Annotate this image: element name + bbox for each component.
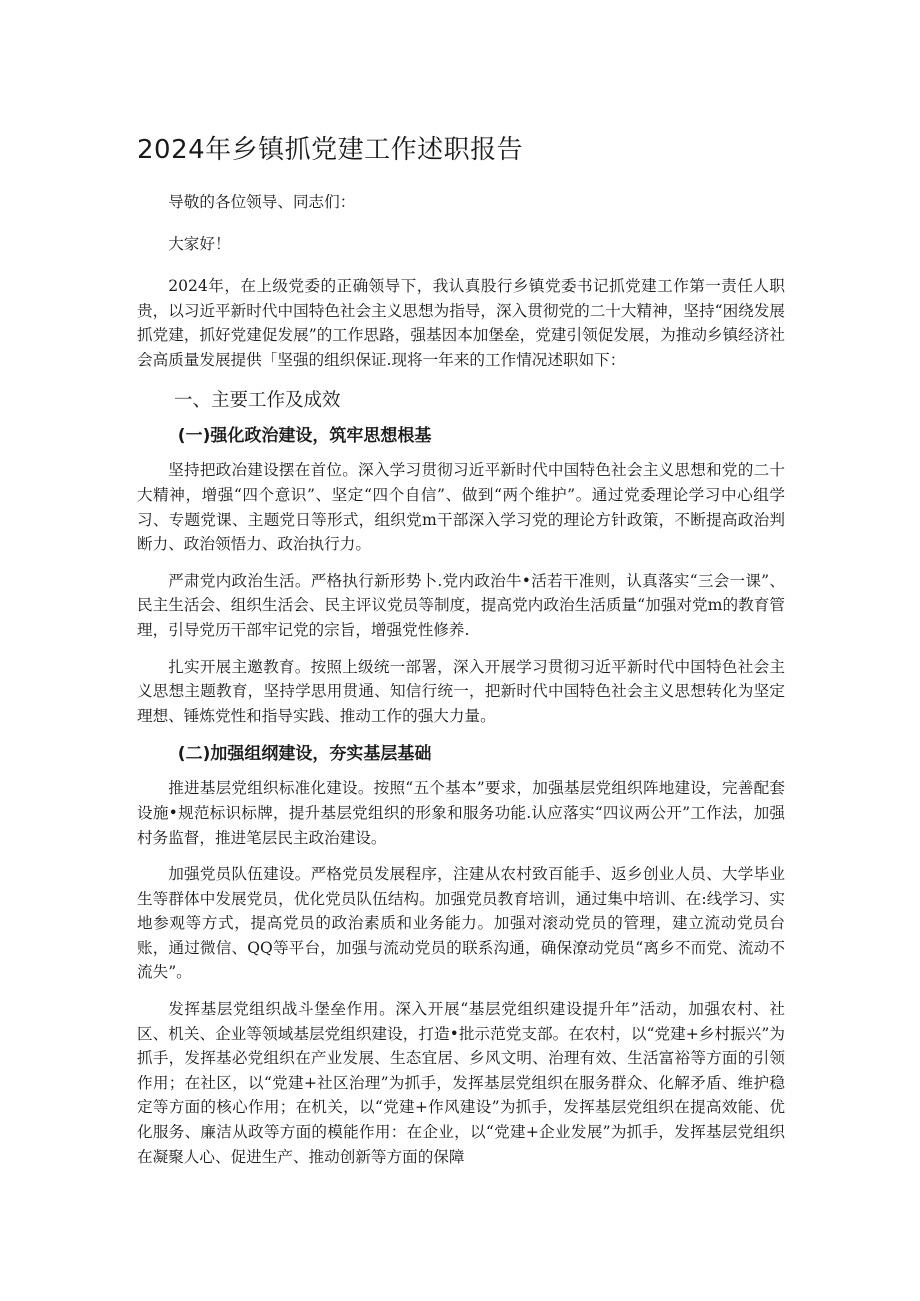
document-page: [137, 128, 785, 1181]
greeting: 大家好！: [168, 235, 231, 253]
paragraph: 加强党员队伍建设。严格党员发展程序，注建从农村致百能手、返乡创业人员、大学毕业生等群体中发展党员，优化党员队伍结构。加强党员教育培训，通过集中培训、在:线学习、实地参观等方式，提高党员的政治素质和业务能力。加强对滚动党员的管理，建立流动党员台账，通过微信、QQ等平台，加强与流动党员的联系沟通，确保潦动党员“离乡不而党、流动不流失”。: [137, 865, 785, 982]
salutation: 导敬的各位领导、同志们：: [168, 193, 356, 211]
subsection-heading-organization: (二)加强组纲建设，夯实基层基础: [177, 744, 432, 765]
paragraph: 扎实开展主邀教育。按照上级统一部署，深入开展学习贯彻习近平新时代中国特色社会主义思想主题教育，坚持学思用贯通、知信行统一，把新时代中国特色社会主义思想转化为坚定理想、锤炼党性和指导实践、推动工作的强大力量。: [137, 657, 785, 725]
paragraph: 坚持把政冶建设摆在首位。深入学习贯彻习近平新时代中国特色社会主义思想和党的二十大精神，增强“四个意识”、坚定“四个自信”、做到“两个维护”。通过党委理论学习中心组学习、专题党课、主题党日等形式，组织党m干部深入学习党的理论方针政策，不断提高政治判断力、政治领悟力、政治执行力。: [137, 461, 785, 554]
section-heading-main-work: 一、主要工作及成效: [174, 390, 341, 412]
paragraph: 严肃党内政治生活。严格执行新形势卜.党内政治牛•活若干准则，认真落实“三会一课”、民主生活会、组织生活会、民主评议党员等制度，提高党内政治生活质量“加强对党m的教育管理，引导党历干部牢记党的宗旨，增强党性修养.: [137, 571, 785, 639]
subsection-heading-political: (一)强化政治建设，筑牢思想根基: [177, 426, 432, 447]
intro-paragraph: 2024年，在上级党委的正确领导下，我认真股行乡镇党委书记抓党建工作第一责任人职贵，以习近平新时代中国特色社会主义思想为指导，深入贯彻党的二十大精神，坚持“困绕发展抓党建，抓好党建促发展”的工作思路，强基因本加堡垒，党建引领促发展，为推动乡镇经济社会高质量发展提供「坚强的组织保证.现将一年来的工作情况述职如下：: [137, 277, 785, 369]
document-title: 2024年乡镇抓党建工作述职报告: [137, 135, 524, 165]
paragraph: 推进基层党组织标准化建设。按照“五个基本”要求，加强基层党组织阵地建设，完善配套设施•规范标识标牌，提升基层党组织的形象和服务功能.认应落实“四议两公开”工作法，加强村务监督，推进笔层民主政治建设。: [137, 779, 785, 847]
paragraph: 发挥基层党组织战斗堡垒作用。深入开展“基层党组织建设提升年”活动，加强农村、社区、机关、企业等领域基层党组织建设，打造•批示范党支部。在农村，以“党建+乡村振兴”为抓手，发挥基必党组织在产业发展、生态宜居、乡风文明、治理有效、生活富裕等方面的引领作用；在社区，以“党建+社区治理”为抓手，发挥基层党组织在服务群众、化解矛盾、维护稳定等方面的核心作用；在机关，以“党建+作风建设”为抓手，发挥基层党组织在提高效能、优化服务、廉洁从政等方面的模能作用：在企业，以“党建+企业发展”为抓手，发挥基层党组织在凝聚人心、促进生产、推动创新等方面的保障: [137, 1000, 785, 1166]
